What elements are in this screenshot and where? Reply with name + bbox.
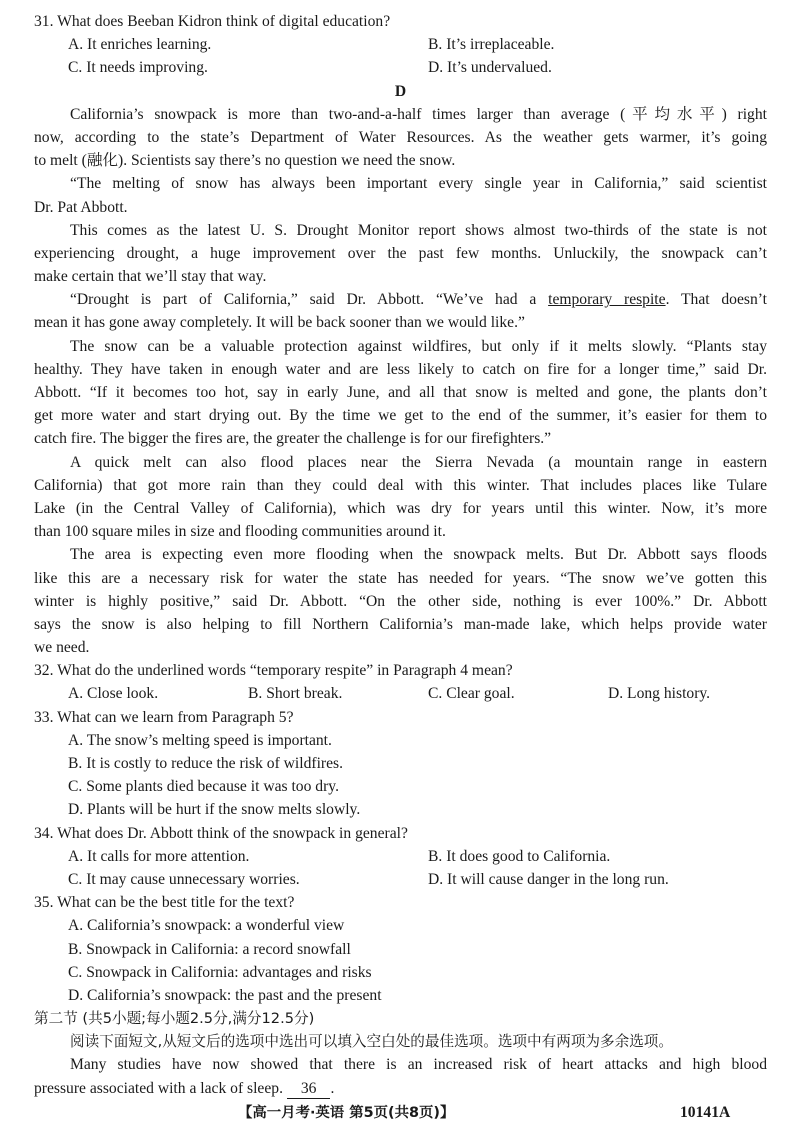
p5-line-1: The snow can be a valuable protection against wildfires, but only if it melts slowly. “Plants stay [70, 337, 767, 355]
p7-line-4: says the snow is also helping to fill Northern California’s man-made lake, which helps provide water [34, 615, 767, 633]
p5-line-2: healthy. They have taken in enough water and are less likely to catch on fire for a longer time,” said Dr. [34, 360, 767, 378]
p1-line-1: California’s snowpack is more than two-and-a-half times larger than average (平均水平) right [70, 105, 767, 123]
q33-option-b: B. It is costly to reduce the risk of wildfires. [68, 755, 343, 772]
p5-line-3: Abbott. “If it becomes too hot, say in early June, and all that snow is melted and gone, the plants don’t [34, 384, 767, 401]
q34-option-a: A. It calls for more attention. [68, 847, 250, 865]
blank-36: 36 [287, 1080, 331, 1099]
q34-option-c: C. It may cause unnecessary worries. [68, 870, 300, 888]
p6-line-3: Lake (in the Central Valley of California), which was dry for years until this winter. Now, it’s more [34, 499, 767, 517]
q35-option-a: A. California’s snowpack: a wonderful view [68, 917, 345, 935]
section2-para-end: . [330, 1079, 335, 1097]
q32-option-a: A. Close look. [68, 685, 159, 703]
p3-line-1: This comes as the latest U. S. Drought Monitor report shows almost two-thirds of the state is not [70, 221, 767, 239]
footer-code: 10141A [680, 1104, 731, 1121]
q31-stem: 31. What does Beeban Kidron think of digital education? [34, 13, 391, 30]
p5-line-4: get more water and start drying out. By the time we get to the end of the summer, it’s easier for them to [34, 407, 767, 425]
q32-stem: 32. What do the underlined words “temporary respite” in Paragraph 4 mean? [34, 662, 513, 680]
q31-option-b: B. It’s irreplaceable. [428, 36, 555, 54]
p6-line-2: California) that got more rain than they could deal with this winter. That includes places like Tulare [34, 476, 767, 494]
q33-option-a: A. The snow’s melting speed is important. [68, 731, 332, 749]
p1-line-3: to melt (融化). Scientists say there’s no question we need the snow. [34, 152, 456, 170]
q34-option-d: D. It will cause danger in the long run. [428, 870, 669, 888]
p7-line-5: we need. [34, 639, 90, 657]
q33-stem: 33. What can we learn from Paragraph 5? [34, 708, 294, 726]
q32-options-row [34, 682, 767, 705]
q35-option-b: B. Snowpack in California: a record snowfall [68, 940, 351, 958]
q34-stem: 34. What does Dr. Abbott think of the snowpack in general? [34, 824, 408, 842]
section2-instruction: 阅读下面短文,从短文后的选项中选出可以填入空白处的最佳选项。选项中有两项为多余选项。 [70, 1033, 673, 1051]
p2-line-2: Dr. Pat Abbott. [34, 198, 128, 216]
q31-option-a: A. It enriches learning. [68, 36, 212, 54]
p7-line-1: The area is expecting even more flooding when the snowpack melts. But Dr. Abbott says floods [70, 546, 767, 564]
section2-heading: 第二节 (共5小题;每小题2.5分,满分12.5分) [34, 1010, 315, 1028]
q31-options-row-2 [34, 56, 767, 79]
exam-page [34, 10, 767, 1100]
q35-stem: 35. What can be the best title for the text? [34, 894, 295, 912]
p3-line-2: experiencing drought, a huge improvement over the past few months. Unluckily, the snowpack can’t [34, 244, 767, 262]
p6-line-1: A quick melt can also flood places near the Sierra Nevada (a mountain range in eastern [70, 453, 767, 471]
q32-option-c: C. Clear goal. [428, 685, 515, 703]
q32-option-b: B. Short break. [248, 685, 343, 703]
q35-option-d: D. California’s snowpack: the past and the present [68, 986, 382, 1004]
footer-title: 【高一月考·英语 第5页(共8页)】 [238, 1105, 455, 1121]
p4-line-2: mean it has gone away completely. It will be back sooner than we would like.” [34, 314, 525, 332]
p6-line-4: than 100 square miles in size and flooding communities around it. [34, 523, 446, 541]
section-letter: D [394, 82, 407, 100]
p3-line-3: make certain that we’ll stay that way. [34, 268, 267, 286]
q34-option-b: B. It does good to California. [428, 847, 611, 865]
p2-line-1: “The melting of snow has always been important every single year in California,” said scientist [70, 175, 767, 193]
q35-option-c: C. Snowpack in California: advantages and risks [68, 963, 372, 981]
q31-option-c: C. It needs improving. [68, 59, 208, 77]
q34-options-row-1 [34, 845, 767, 868]
section2-para-line-1: Many studies have now showed that there is an increased risk of heart attacks and high blood [70, 1056, 767, 1074]
q32-option-d: D. Long history. [608, 685, 711, 703]
q31-options-row-1 [34, 33, 767, 56]
page-footer [0, 1101, 800, 1125]
p7-line-2: like this are a necessary risk for water the state has needed for years. “The snow we’ve gotten this [34, 569, 767, 587]
section2-para-line-2 [34, 1077, 767, 1100]
section2-para-text: pressure associated with a lack of sleep. [34, 1079, 287, 1097]
q33-option-d: D. Plants will be hurt if the snow melts slowly. [68, 801, 361, 819]
q33-option-c: C. Some plants died because it was too dry. [68, 778, 339, 796]
p4-text-before: “Drought is part of California,” said Dr. Abbott. “We’ve had a [70, 291, 549, 309]
p4-text-after: . That doesn’t [665, 291, 767, 309]
p7-line-3: winter is highly positive,” said Dr. Abbott. “On the other side, nothing is ever 100%.” Dr. Abbott [34, 592, 767, 610]
q34-options-row-2 [34, 868, 767, 891]
underlined-words: temporary respite [548, 291, 666, 309]
p1-line-2: now, according to the state’s Department of Water Resources. As the weather gets warmer, it’s going [34, 128, 767, 146]
q31-option-d: D. It’s undervalued. [428, 59, 552, 77]
p5-line-5: catch fire. The bigger the fires are, the greater the challenge is for our firefighters.” [34, 430, 552, 448]
p4-line-1 [34, 288, 767, 311]
